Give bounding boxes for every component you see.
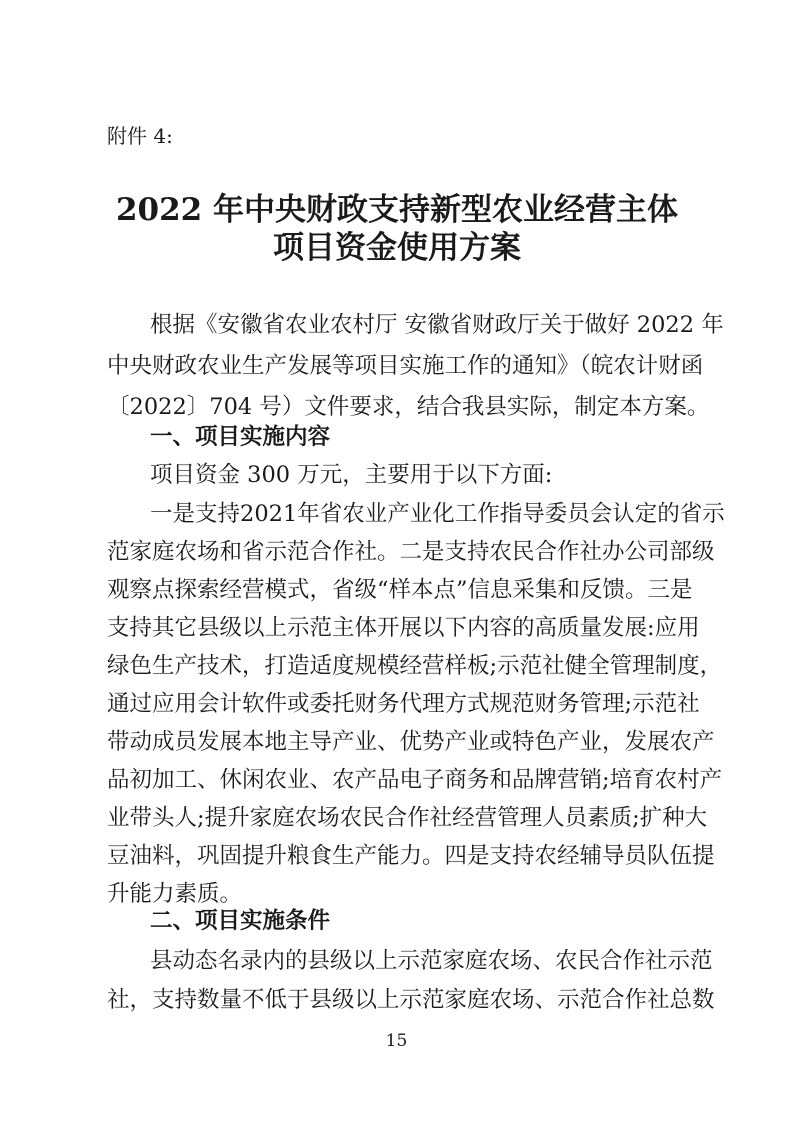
section-1-line-2: 范家庭农场和省示范合作社。二是支持农民合作社办公司部级 [107,539,715,565]
section-1-heading: 一、项目实施内容 [150,424,331,450]
section-2-line-1: 县动态名录内的县级以上示范家庭农场、农民合作社示范 [150,948,713,974]
intro-line-1: 根据《安徽省农业农村厅 安徽省财政厅关于做好 2022 年 [150,312,724,338]
section-1-line-6: 通过应用会计软件或委托财务代理方式规范财务管理;示范社 [107,691,700,717]
intro-line-3: 〔2022〕704 号）文件要求，结合我县实际，制定本方案。 [107,394,710,420]
section-1-line-9: 业带头人;提升家庭农场农民合作社经营管理人员素质;扩种大 [107,805,708,831]
intro-line-2: 中央财政农业生产发展等项目实施工作的通知》（皖农计财函 [107,353,704,379]
section-1-funding-line: 项目资金 300 万元，主要用于以下方面: [150,462,553,488]
section-1-line-11: 升能力素质。 [107,881,243,907]
section-1-line-4: 支持其它县级以上示范主体开展以下内容的高质量发展:应用 [107,615,700,641]
section-1-line-5: 绿色生产技术，打造适度规模经营样板;示范社健全管理制度， [107,653,723,679]
section-1-line-7: 带动成员发展本地主导产业、优势产业或特色产业，发展农产 [107,729,715,755]
document-title-line-2: 项目资金使用方案 [273,230,521,266]
section-1-line-3: 观察点探索经营模式，省级“样本点”信息采集和反馈。三是 [107,577,693,603]
attachment-label: 附件 4: [107,124,173,148]
document-title-line-1: 2022 年中央财政支持新型农业经营主体 [115,192,679,228]
section-1-line-1: 一是支持2021年省农业产业化工作指导委员会认定的省示 [150,501,725,527]
section-2-heading: 二、项目实施条件 [150,908,331,934]
section-1-line-8: 品初加工、休闲农业、农产品电子商务和品牌营销;培育农村产 [107,767,723,793]
section-2-line-2: 社，支持数量不低于县级以上示范家庭农场、示范合作社总数 [107,987,715,1013]
page-number: 15 [385,1031,408,1051]
section-1-line-10: 豆油料，巩固提升粮食生产能力。四是支持农经辅导员队伍提 [107,843,715,869]
